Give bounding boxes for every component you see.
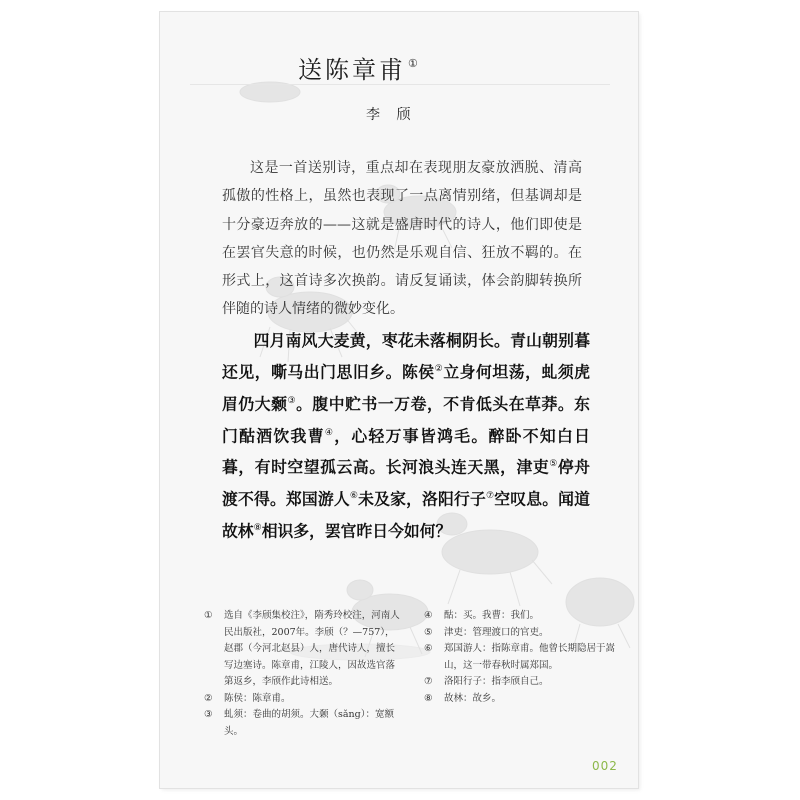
footnote-text: 郑国游人：指陈章甫。他曾长期隐居于嵩山，这一带春秋时属郑国。: [444, 643, 616, 671]
poem-segment: 四月南风大麦黄，枣花未落桐阴长。青山朝别暮还见，嘶马出门思旧乡。陈侯: [222, 331, 590, 382]
footnote-number: ③: [204, 709, 213, 720]
footnote: [424, 674, 624, 691]
title-note-mark: ①: [408, 57, 418, 70]
footnote-text: 虬须：卷曲的胡须。大颡（sǎng）：宽额头。: [224, 709, 394, 737]
poem-segment: 停舟渡不得。郑国游人: [222, 457, 590, 509]
poem-segment: ，心轻万事皆鸿毛。醉卧不知白日暮，有时空望孤云高。长河浪头连天黑，津吏: [222, 426, 590, 477]
poem-segment: 未及家，洛阳行子: [358, 489, 486, 509]
note-mark: ⑥: [349, 491, 359, 502]
footnote-number: ①: [204, 610, 213, 621]
footnotes-left: [204, 608, 404, 740]
note-mark: ⑧: [253, 522, 262, 533]
footnote-text: 津吏：管理渡口的官吏。: [444, 626, 549, 638]
footnote: [204, 707, 404, 740]
intro-paragraph: 这是一首送别诗，重点却在表现朋友豪放洒脱、清高孤傲的性格上，虽然也表现了一点离情别绪，但基调却是十分豪迈奔放的——这就是盛唐时代的诗人，他们即使是在罢官失意的时候，也仍然是乐观自信、狂放不羁的。在形式上，这首诗多次换韵。请反复诵读，体会韵脚转换所伴随的诗人情绪的微妙变化。: [222, 160, 582, 318]
footnote: [424, 691, 624, 708]
footnote-number: ⑤: [424, 626, 433, 638]
page-number: 002: [592, 759, 618, 773]
footnote-text: 酤：买。我曹：我们。: [444, 610, 540, 621]
footnote-text: 选自《李颀集校注》，隋秀玲校注，河南人民出版社，2007年。李颀（？—757），赵郡（今河北赵县）人，唐代诗人，擅长写边塞诗。陈章甫，江陵人，因故选官落第返乡，李颀作此诗相送。: [224, 610, 400, 687]
footnote: [424, 625, 624, 642]
note-mark: ⑤: [549, 459, 558, 470]
poem-segment: 立身何坦荡，虬须虎眉仍大颡: [222, 362, 590, 414]
footnote-text: 洛阳行子：指李颀自己。: [444, 676, 549, 687]
poem-title-text: 送陈章甫: [298, 56, 406, 84]
book-page: [160, 12, 638, 788]
footnote-text: 故林：故乡。: [444, 692, 502, 704]
poem-segment: 空叹息。闻道故林: [222, 489, 590, 541]
footnote-number: ⑥: [424, 643, 433, 654]
poem-segment: 相识多，罢官昨日今如何？: [261, 521, 452, 541]
footnote-number: ⑧: [424, 692, 433, 704]
footnote-number: ④: [424, 610, 433, 621]
footnote-text: 陈侯：陈章甫。: [224, 692, 291, 704]
poem-title: [298, 50, 418, 85]
note-mark: ⑦: [485, 491, 495, 502]
note-mark: ②: [434, 364, 444, 375]
poem-author: 李 颀: [366, 107, 417, 123]
footnote-number: ②: [204, 692, 213, 704]
footnote: [424, 641, 624, 674]
footnote: [424, 608, 624, 625]
footnote: [204, 691, 404, 708]
note-mark: ④: [324, 427, 335, 438]
footnotes-right: [424, 608, 624, 707]
footnote: [204, 608, 404, 691]
note-mark: ③: [287, 396, 297, 407]
footnote-number: ⑦: [424, 676, 433, 687]
poem-text: [222, 326, 590, 545]
poem-segment: 。腹中贮书一万卷，不肯低头在草莽。东门酤酒饮我曹: [222, 394, 590, 446]
